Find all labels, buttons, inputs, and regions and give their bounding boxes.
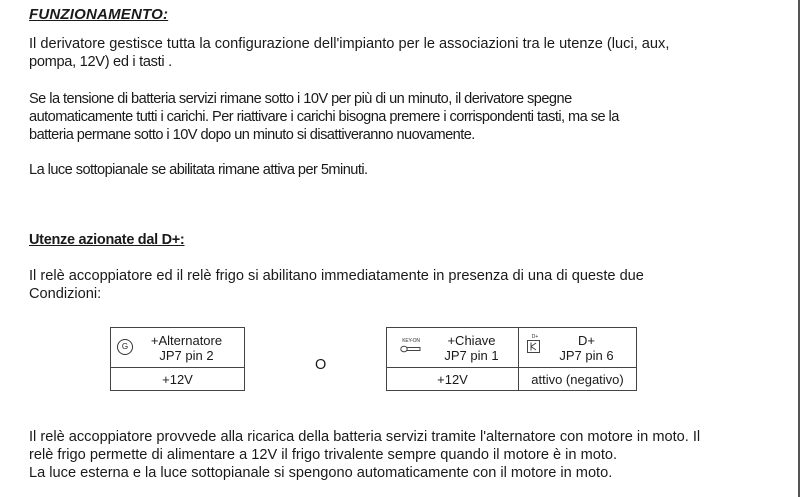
key-on-icon [395, 338, 427, 360]
text-line: Il derivatore gestisce tutta la configurazione dell'impianto per le associazioni tra le utenze (luci, aux, [29, 36, 670, 52]
text-line: La luce esterna e la luce sottopianale si spengono automaticamente con il motore in moto. [29, 465, 613, 481]
d-plus-caption: D+ [531, 334, 539, 340]
cell-chiave [387, 328, 519, 368]
cell-value-chiave: +12V [387, 368, 519, 391]
cell-alternatore [111, 328, 245, 368]
section-title-utenze-d-plus: Utenze azionate dal D+: [29, 232, 185, 248]
section-title-funzionamento: FUNZIONAMENTO: [29, 6, 169, 23]
or-separator: O [315, 357, 327, 373]
text-line: Il relè accoppiatore provvede alla ricarica della batteria servizi tramite l'alternatore con motore in moto. Il [29, 429, 701, 445]
condition-table-alternatore [110, 327, 245, 391]
alternator-g-icon: G [117, 339, 133, 355]
label-alternatore: +Alternatore [150, 332, 223, 348]
text-line: relè frigo permette di alimentare a 12V il frigo trivalente sempre quando il motore è in moto. [29, 447, 618, 463]
label-d-plus: D+ [578, 332, 595, 348]
text-line: automaticamente tutti i carichi. Per riattivare i carichi bisogna premere i corrispondenti tasti, ma se la [29, 109, 619, 125]
condition-table-chiave-dplus [386, 327, 637, 391]
paragraph-luce-sottopianale: La luce sottopianale se abilitata rimane attiva per 5minuti. [29, 162, 368, 178]
label-pin: JP7 pin 2 [159, 347, 214, 363]
text-line: pompa, 12V) ed i tasti . [29, 54, 172, 70]
cell-value: +12V [111, 368, 245, 391]
paragraph-configurazione [29, 35, 669, 71]
paragraph-condizioni [29, 267, 644, 303]
text-line: Se la tensione di batteria servizi rimane sotto i 10V per più di un minuto, il derivatore spegne [29, 91, 572, 107]
label-pin: JP7 pin 1 [444, 347, 499, 363]
cell-value-d-plus: attivo (negativo) [519, 368, 637, 391]
label-chiave: +Chiave [447, 332, 496, 348]
label-pin: JP7 pin 6 [559, 347, 614, 363]
paragraph-tensione-batteria [29, 90, 619, 144]
text-line: Il relè accoppiatore ed il relè frigo si abilitano immediatamente in presenza di una di queste due [29, 268, 644, 284]
paragraph-rele-accoppiatore [29, 428, 700, 482]
cell-d-plus [519, 328, 637, 368]
d-plus-icon [527, 334, 543, 360]
text-line: batteria permane sotto i 10V dopo un minuto si disattiveranno nuovamente. [29, 127, 475, 143]
text-line: Condizioni: [29, 286, 102, 302]
key-on-caption: KEY-ON [402, 338, 420, 344]
